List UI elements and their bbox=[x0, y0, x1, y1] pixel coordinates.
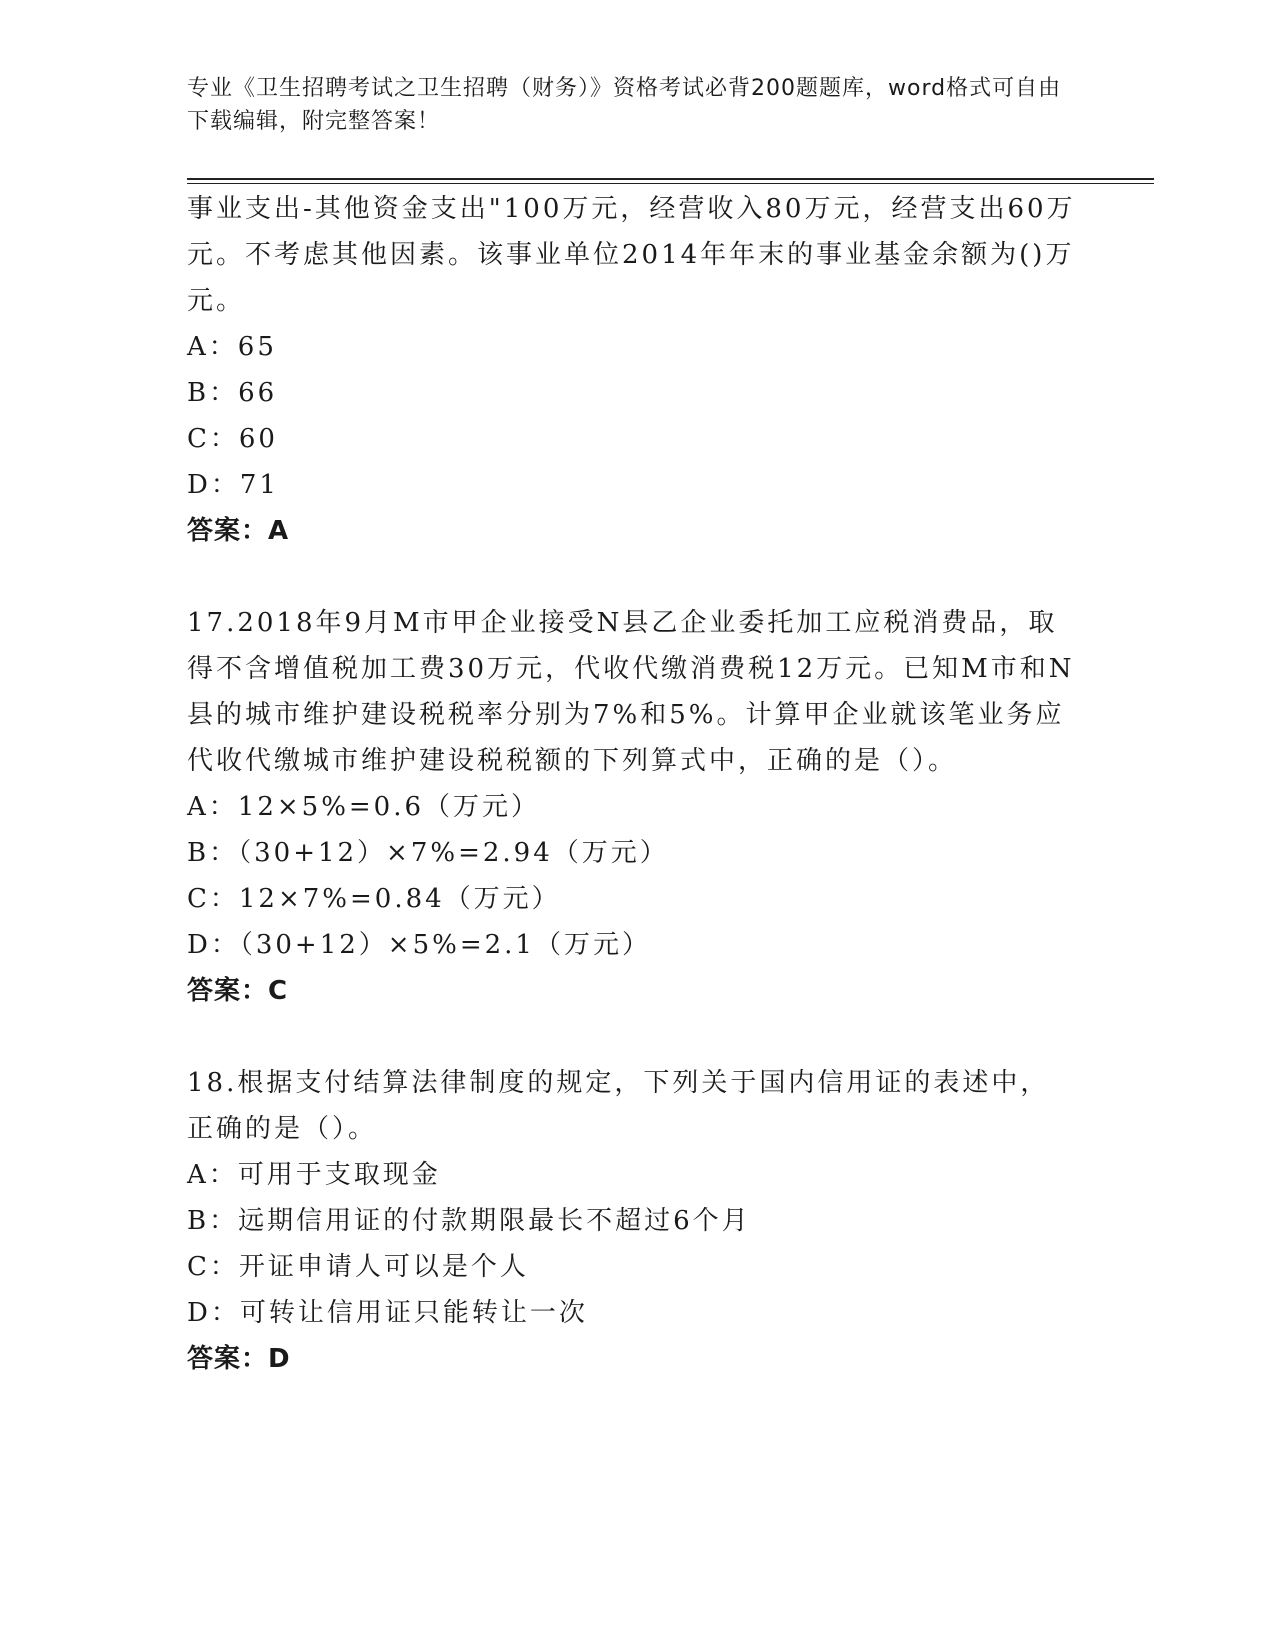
document-body bbox=[187, 186, 1087, 1382]
question-continued bbox=[187, 186, 1087, 554]
option-c: C：开证申请人可以是个人 bbox=[187, 1252, 529, 1282]
option-a: A：12×5%=0.6（万元） bbox=[187, 792, 541, 822]
question-stem: 18.根据支付结算法律制度的规定，下列关于国内信用证的表述中，正确的是（）。 bbox=[187, 1068, 1050, 1144]
option-c: C：60 bbox=[187, 424, 278, 454]
option-a: A：65 bbox=[187, 332, 277, 362]
option-a: A：可用于支取现金 bbox=[187, 1160, 441, 1190]
answer-line: 答案：A bbox=[187, 516, 290, 546]
option-d: D：（30+12）×5%=2.1（万元） bbox=[187, 930, 651, 960]
question-stem: 事业支出-其他资金支出"100万元，经营收入80万元，经营支出60万元。不考虑其他因素。该事业单位2014年年末的事业基金余额为()万元。 bbox=[187, 194, 1076, 316]
option-b: B：66 bbox=[187, 378, 278, 408]
option-c: C：12×7%=0.84（万元） bbox=[187, 884, 561, 914]
option-b: B：（30+12）×7%=2.94（万元） bbox=[187, 838, 669, 868]
option-d: D：可转让信用证只能转让一次 bbox=[187, 1298, 588, 1328]
option-b: B：远期信用证的付款期限最长不超过6个月 bbox=[187, 1206, 751, 1236]
option-d: D：71 bbox=[187, 470, 279, 500]
answer-line: 答案：D bbox=[187, 1344, 291, 1374]
question-18 bbox=[187, 1060, 1087, 1382]
question-stem: 17.2018年9月M市甲企业接受N县乙企业委托加工应税消费品，取得不含增值税加工费30万元，代收代缴消费税12万元。已知M市和N县的城市维护建设税税率分别为7%和5%。计算甲企业就该笔业务应代收代缴城市维护建设税税额的下列算式中，正确的是（）。 bbox=[187, 608, 1075, 776]
header-divider bbox=[187, 178, 1154, 184]
question-17 bbox=[187, 600, 1087, 1014]
document-header: 专业《卫生招聘考试之卫生招聘（财务）》资格考试必背200题题库，word格式可自由下载编辑，附完整答案！ bbox=[187, 76, 1062, 134]
answer-line: 答案：C bbox=[187, 976, 289, 1006]
